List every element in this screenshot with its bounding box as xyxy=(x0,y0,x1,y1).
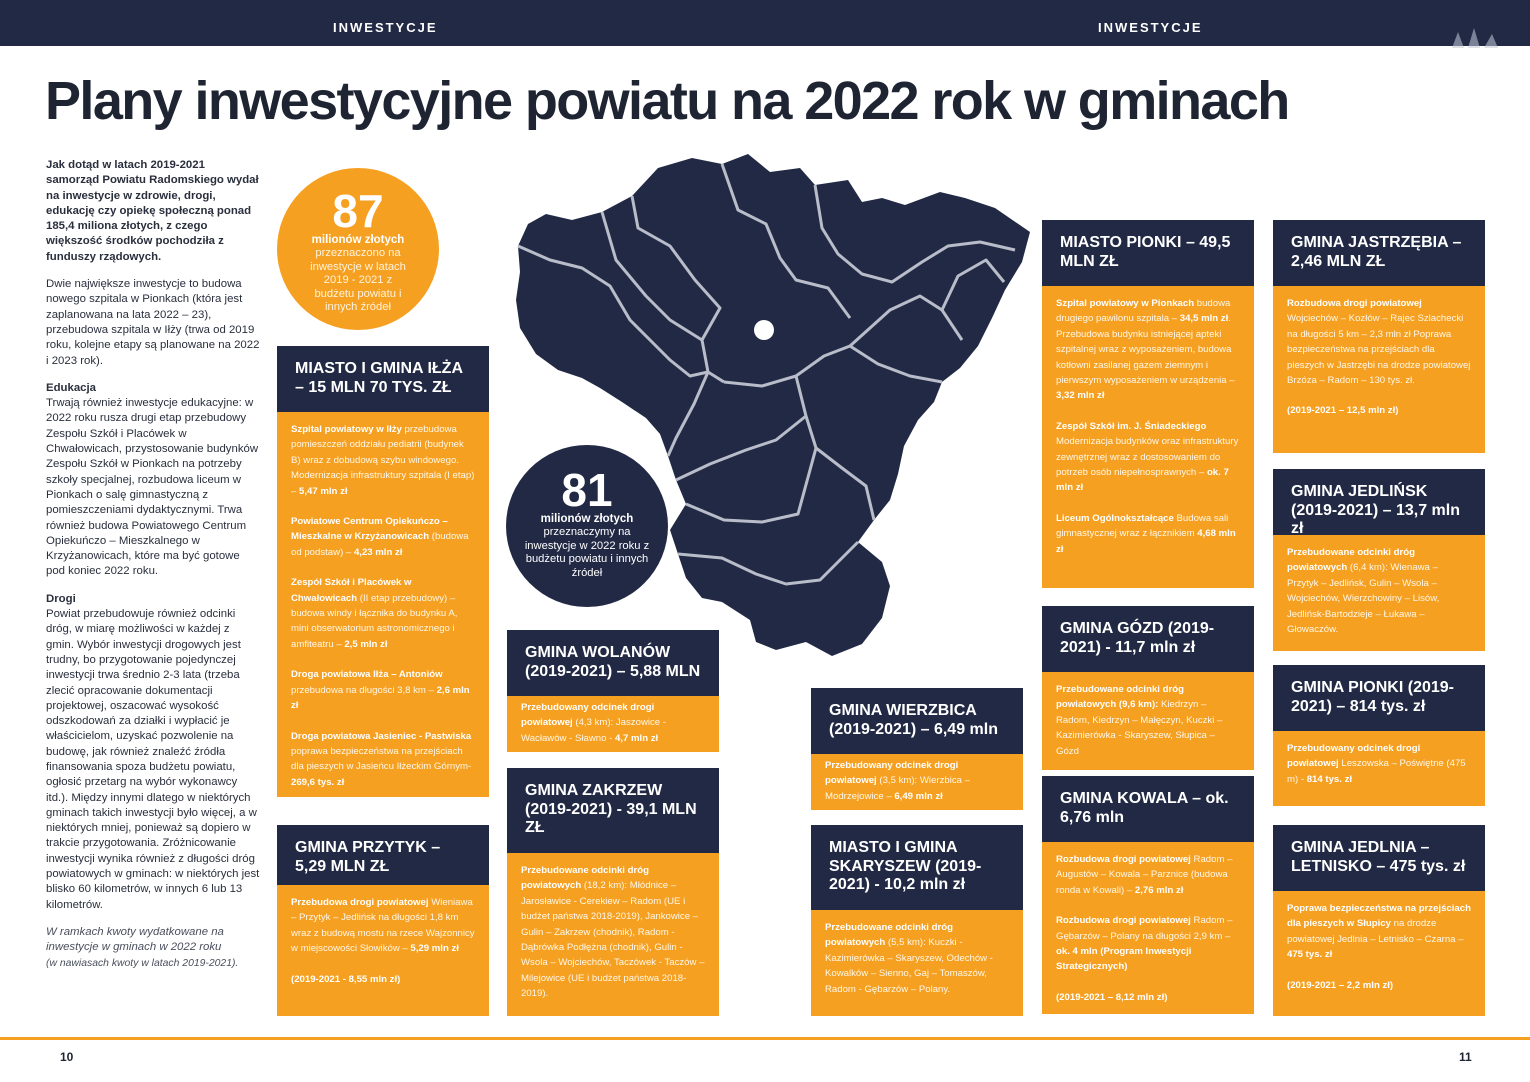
note-small-text: (w nawiasach kwoty w latach 2019-2021). xyxy=(46,957,239,969)
card-ilza xyxy=(277,346,489,797)
intro-column xyxy=(46,158,260,983)
roads-heading: Drogi xyxy=(46,592,76,605)
card-title: GMINA KOWALA – ok. 6,76 mln xyxy=(1042,776,1254,842)
card-body: Przebudowane odcinki dróg powiatowych (6,4 km): Wienawa – Przytyk – Jedlińsk, Gulin – Wsola – Wojciechów, Wierzchowiny – Lisów, Jedlińsk-Bartodzieje – Łukawa – Głowaczów. xyxy=(1273,535,1485,651)
card-body: Szpital powiatowy w Iłży przebudowa pomieszczeń oddziału pediatrii (budynek B) wraz z dobudową szybu windowego. Modernizacja infrastruktury szpitala (I etap) – 5,47 mln zł Powiatowe Centrum Opiekuńczo – Mieszkalne w Krzyżanowicach (budowa od podstaw) – 4,23 mln zł Zespół Szkół i Placówek w Chwałowicach (II etap przebudowy) – budowa windy i łącznika do budynku A, mini obserwatorium astronomicznego i amfiteatru – 2,5 mln zł Droga powiatowa Iłża – Antoniów przebudowa na długości 3,8 km – 2,6 mln zł Droga powiatowa Jasieniec - Pastwiska poprawa bezpieczeństwa na przejściach dla pieszych w Jasieńcu Iłżeckim Górnym- 269,6 tys. zł xyxy=(277,412,489,797)
card-skaryszew xyxy=(811,825,1023,1016)
card-footer: (2019-2021 – 2,2 mln zł) xyxy=(1287,979,1394,991)
stat-unit: milionów złotych xyxy=(540,513,634,525)
card-body: Przebudowane odcinki dróg powiatowych (5,5 km): Kuczki - Kazimierówka – Skaryszew, Odechów - Kowalków – Sienno, Gaj – Tomaszów, Radom - Gębarzów – Polany. xyxy=(811,910,1023,1016)
card-body: Przebudowany odcinek drogi powiatowej Leszowska – Poświętne (475 m) - 814 tys. zł xyxy=(1273,731,1485,806)
card-jastrzebia xyxy=(1273,220,1485,453)
card-jedlnia xyxy=(1273,825,1485,1016)
card-title: GMINA JASTRZĘBIA – 2,46 MLN ZŁ xyxy=(1273,220,1485,286)
section-label-left: INWESTYCJE xyxy=(333,20,438,35)
note-text: W ramkach kwoty wydatkowane na inwestycje w gminach w 2022 roku xyxy=(46,925,224,954)
stat-text: przeznaczono na inwestycje w latach 2019 - 2021 z budżetu powiatu i innych źródeł xyxy=(310,247,406,313)
card-title: MIASTO PIONKI – 49,5 MLN ZŁ xyxy=(1042,220,1254,286)
card-body: Szpital powiatowy w Pionkach budowa drugiego pawilonu szpitala – 34,5 mln zł. Przebudowa budynku istniejącej apteki szpitalnej wraz z wyposażeniem, budowa kotłowni zasilanej gazem ziemnym i pierwszym wyposażeniem w urządzenia – 3,32 mln zł Zespół Szkół im. J. Śniadeckiego Modernizacja budynków oraz infrastruktury zewnętrznej wraz z dostosowaniem do potrzeb osób niepełnosprawnych – ok. 7 mln zł Liceum Ogólnokształcące Budowa sali gimnastycznej wraz z łącznikiem 4,68 mln zł xyxy=(1042,286,1254,588)
stat-number: 81 xyxy=(561,464,613,516)
card-przytyk xyxy=(277,825,489,1016)
card-body: Przebudowane odcinki dróg powiatowych (9,6 km): Kiedrzyn – Radom, Kiedrzyn – Małęczyn, Kuczki – Kazimierówka - Skaryszew, Słupica – Gózd xyxy=(1042,672,1254,770)
card-footer: (2019-2021 – 8,12 mln zł) xyxy=(1056,991,1168,1003)
education-text: Trwają również inwestycje edukacyjne: w 2022 roku rusza drugi etap przebudowy Zespołu Szkół i Placówek w Chwałowicach, przystosowanie budynków Zespołu Szkół w Pionkach na potrzeby szkoły specjalnej, rozbudowa liceum w Pionkach o salę gimnastyczną z pomieszczeniami dydaktycznymi. Trwa również budowa Powiatowego Centrum Opiekuńczo – Mieszkalnego w Krzyżanowicach, które ma być gotowe pod koniec 2022 roku. xyxy=(46,397,259,578)
card-zakrzew xyxy=(507,768,719,1016)
card-title: GMINA WIERZBICA (2019-2021) – 6,49 mln xyxy=(811,688,1023,754)
card-wolanow xyxy=(507,630,719,752)
card-jedlinsk xyxy=(1273,469,1485,651)
card-title: GMINA JEDLIŃSK (2019-2021) – 13,7 mln zł xyxy=(1273,469,1485,535)
card-title: GMINA GÓZD (2019-2021) - 11,7 mln zł xyxy=(1042,606,1254,672)
card-body: Przebudowany odcinek drogi powiatowej (4,3 km): Jaszowice - Wacławów - Sławno - 4,7 mln zł xyxy=(507,696,719,752)
card-pionki-miasto xyxy=(1042,220,1254,588)
intro-lead: Jak dotąd w latach 2019-2021 samorząd Powiatu Radomskiego wydał na inwestycje w zdrowie, drogi, edukację czy opiekę społeczną ponad 185,4 miliona złotych, z czego większość środków pochodziła z funduszy rządowych. xyxy=(46,159,259,263)
card-body: Przebudowane odcinki dróg powiatowych (18,2 km): Młódnice – Jarosławice - Cerekiew – Radom (UE i budżet państwa 2018-2019), Jankowice – Gulin – Zakrzew (chodnik), Radom - Dąbrówka Podłężna (chodnik), Gulin - Wsola – Wojciechów, Taczówek - Taczów – Milejowice (UE i budżet państwa 2018-2019). xyxy=(507,853,719,1016)
page-number-left: 10 xyxy=(60,1050,74,1064)
stat-text: przeznaczymy na inwestycje w 2022 roku z budżetu powiatu i innych źródeł xyxy=(524,526,650,579)
card-title: MIASTO I GMINA SKARYSZEW (2019-2021) - 10,2 mln zł xyxy=(811,825,1023,910)
page-number-right: 11 xyxy=(1459,1050,1472,1064)
card-title: GMINA WOLANÓW (2019-2021) – 5,88 MLN xyxy=(507,630,719,696)
page-title: Plany inwestycyjne powiatu na 2022 rok w gminach xyxy=(45,71,1289,131)
card-pionki-gmina xyxy=(1273,665,1485,806)
logo-fragment-icon xyxy=(1448,26,1508,50)
top-bar xyxy=(0,0,1530,46)
stat-number: 87 xyxy=(332,185,384,237)
card-body: Przebudowany odcinek drogi powiatowej (3,5 km): Wierzbica – Modrzejowice – 6,49 mln zł xyxy=(811,754,1023,810)
roads-text: Powiat przebudowuje również odcinki dróg, w miarę możliwości w każdej z gmin. Wybór inwestycji drogowych jest trudny, bo przygotowanie pojedynczej inwestycji trwa średnio 2-3 lata (trzeba zlecić opracowanie dokumentacji projektowej, oszacować wysokość odszkodowań za działki i wypłacić je właścicielom, uzyskać pozwolenie na budowę, jak również znaleźć źródła finansowania spoza budżetu powiatu, ogłosić przetarg na wybór wykonawcy itd.). Między innymi dlatego w niektórych gminach takich inwestycji było więcej, a w niektórych mniej, ponieważ są dopiero w trakcie przygotowania. Zróżnicowanie inwestycji wynika również z długości dróg powiatowych w gminach: w niektórych jest blisko 60 kilometrów, w innych 6 lub 13 kilometrów. xyxy=(46,608,260,911)
section-label-right: INWESTYCJE xyxy=(1098,20,1203,35)
card-title: GMINA JEDLNIA – LETNISKO – 475 tys. zł xyxy=(1273,825,1485,891)
card-title: GMINA ZAKRZEW (2019-2021) - 39,1 MLN ZŁ xyxy=(507,768,719,853)
stat-circle-87 xyxy=(277,168,439,330)
card-body: Rozbudowa drogi powiatowej Radom – Augustów – Kowala – Parznice (budowa ronda w Kowali) – 2,76 mln zł Rozbudowa drogi powiatowej Radom – Gębarzów – Polany na długości 2,9 km – ok. 4 mln (Program Inwestycji Strategicznych) (2019-2021 – 8,12 mln zł) xyxy=(1042,842,1254,1014)
card-wierzbica xyxy=(811,688,1023,810)
card-gozd xyxy=(1042,606,1254,770)
intro-paragraph: Dwie największe inwestycje to budowa nowego szpitala w Pionkach (która jest zaplanowana na lata 2022 – 23), przebudowa szpitala w Iłży (trwa od 2019 roku, kolejne etapy są planowane na 2022 i 2023 rok). xyxy=(46,278,260,367)
stat-unit: milionów złotych xyxy=(311,234,405,246)
card-title: GMINA PIONKI (2019-2021) – 814 tys. zł xyxy=(1273,665,1485,731)
card-kowala xyxy=(1042,776,1254,1014)
card-body: Przebudowa drogi powiatowej Wieniawa – Przytyk – Jedlińsk na długości 1,8 km wraz z budową mostu na rzece Wajzonnicy w miejscowości Słowików – 5,29 mln zł (2019-2021 - 8,55 mln zł) xyxy=(277,885,489,1016)
bottom-rule xyxy=(0,1037,1530,1040)
card-body: Poprawa bezpieczeństwa na przejściach dla pieszych w Słupicy na drodze powiatowej Jedlnia – Letnisko – Czarna – 475 tys. zł (2019-2021 – 2,2 mln zł) xyxy=(1273,891,1485,1016)
card-footer: (2019-2021 - 8,55 mln zł) xyxy=(291,973,401,985)
stat-circle-81 xyxy=(506,445,668,607)
card-title: GMINA PRZYTYK – 5,29 MLN ZŁ xyxy=(277,825,489,885)
card-body: Rozbudowa drogi powiatowej Wojciechów – Kozłów – Rajec Szlachecki na długości 5 km – 2,3 mln zł Poprawa bezpieczeństwa na przejściach dla pieszych w Jastrzębi na drodze powiatowej Brzóza – Radom – 130 tys. zł. (2019-2021 – 12,5 mln zł) xyxy=(1273,286,1485,453)
card-footer: (2019-2021 – 12,5 mln zł) xyxy=(1287,405,1399,417)
card-title: MIASTO I GMINA IŁŻA – 15 MLN 70 TYS. ZŁ xyxy=(277,346,489,412)
radom-marker xyxy=(754,320,774,340)
education-heading: Edukacja xyxy=(46,381,97,394)
